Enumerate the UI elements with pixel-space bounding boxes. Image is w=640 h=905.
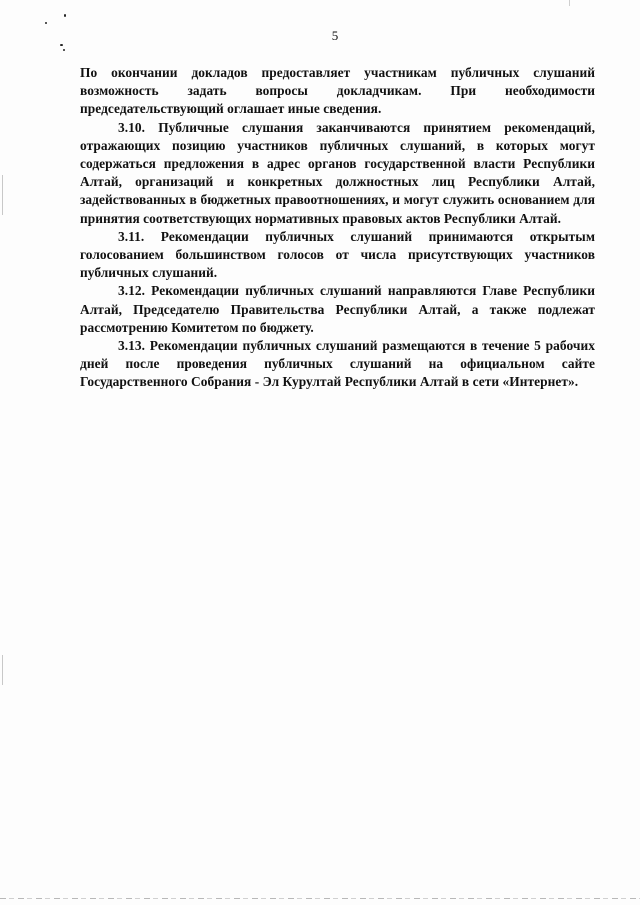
- scan-edge-mark: [569, 0, 570, 6]
- paragraph-3-13: 3.13. Рекомендации публичных слушаний размещаются в течение 5 рабочих дней после проведения публичных слушаний на официальном сайте Государственного Собрания - Эл Курултай Республики Алтай в сети «Интернет».: [80, 338, 595, 390]
- document-body: [80, 64, 595, 392]
- page-number: 5: [331, 28, 339, 43]
- scan-speck: [63, 49, 65, 51]
- scan-speck: [64, 14, 66, 17]
- paragraph-3-10: 3.10. Публичные слушания заканчиваются принятием рекомендаций, отражающих позицию участников публичных слушаний, в которых могут содержаться предложения в адрес органов государственной власти Республики Алтай, организаций и конкретных должностных лиц Республики Алтай, задействованных в бюджетных правоотношениях, и могут служить основанием для принятия соответствующих нормативных правовых актов Республики Алтай.: [80, 119, 595, 226]
- paragraph-3-11: 3.11. Рекомендации публичных слушаний принимаются открытым голосованием большинством голосов от числа присутствующих участников публичных слушаний.: [80, 228, 595, 281]
- scan-speck: [60, 44, 63, 46]
- scan-speck: [45, 22, 47, 24]
- scan-edge-mark: [2, 655, 3, 685]
- paragraph-continuation: По окончании докладов предоставляет участникам публичных слушаний возможность задать вопросы докладчикам. При необходимости председательствующий оглашает иные сведения.: [80, 65, 595, 117]
- scan-bottom-artifact: [0, 898, 640, 899]
- paragraph-3-12: 3.12. Рекомендации публичных слушаний направляются Главе Республики Алтай, Председателю Правительства Республики Алтай, а также подлежат рассмотрению Комитетом по бюджету.: [80, 283, 595, 335]
- scan-edge-mark: [2, 175, 3, 215]
